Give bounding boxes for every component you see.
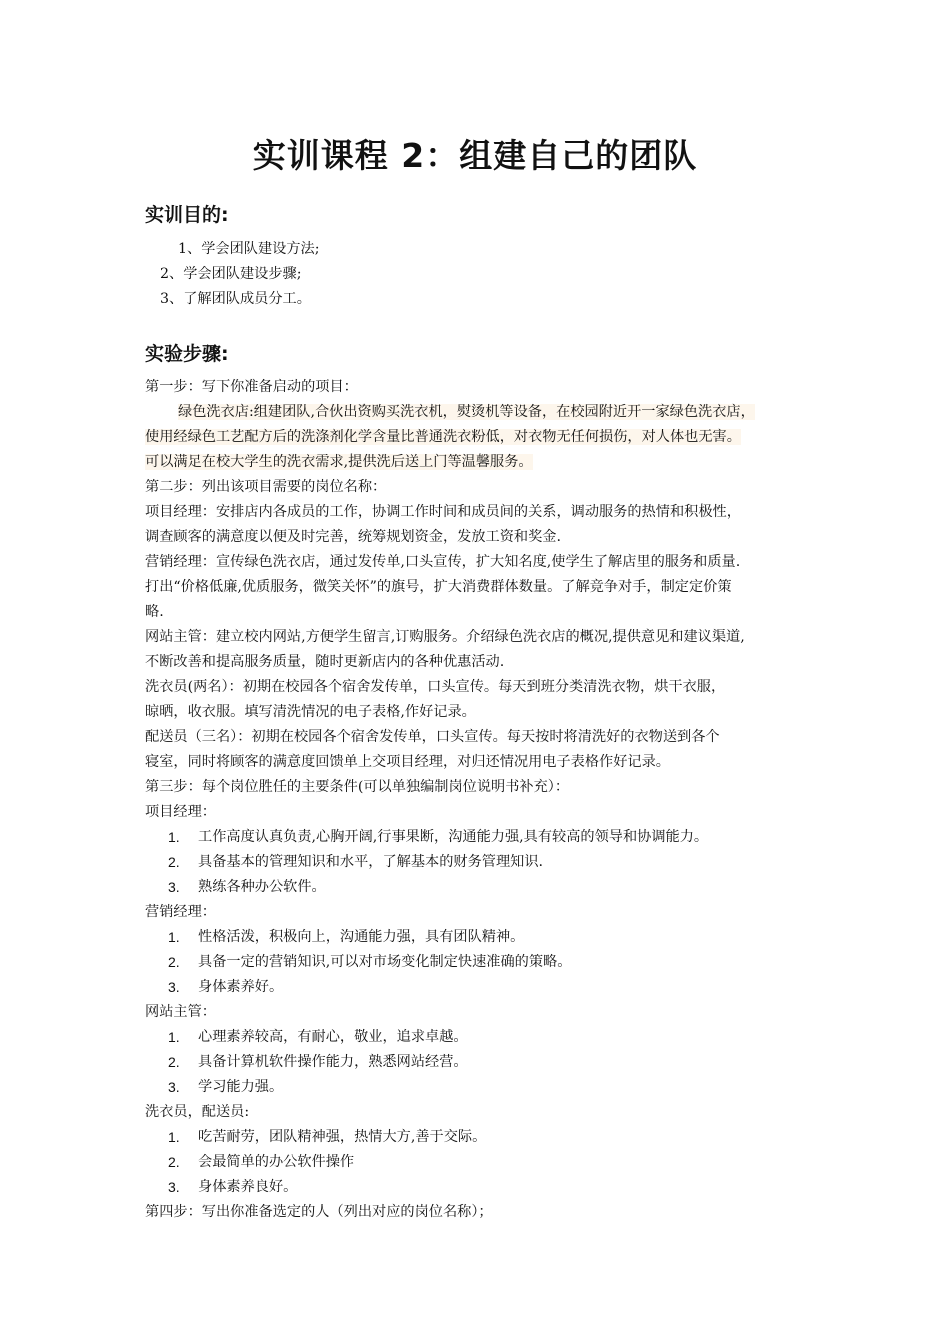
list-item: 具备计算机软件操作能力，熟悉网站经营。 xyxy=(198,1054,468,1070)
list-number: 2. xyxy=(168,954,180,970)
list-item: 工作高度认真负责,心胸开阔,行事果断，沟通能力强,具有较高的领导和协调能力。 xyxy=(198,829,709,845)
step2-line: 项目经理：安排店内各成员的工作，协调工作时间和成员间的关系，调动服务的热情和积极性， xyxy=(145,504,741,520)
step2-line: 洗衣员(两名）：初期在校园各个宿舍发传单，口头宣传。每天到班分类清洗衣物，烘干衣服， xyxy=(145,679,726,695)
page-title: 实训课程 2：组建自己的团队 xyxy=(252,136,698,175)
list-item: 性格活泼，积极向上，沟通能力强，具有团队精神。 xyxy=(198,929,525,945)
step1-line-text: 可以满足在校大学生的洗衣需求,提供洗后送上门等温馨服务。 xyxy=(145,454,533,470)
step2-line: 打出“价格低廉,优质服务，微笑关怀”的旗号，扩大消费群体数量。了解竞争对手，制定定价策 xyxy=(145,579,732,595)
step2-line: 网站主管：建立校内网站,方便学生留言,订购服务。介绍绿色洗衣店的概况,提供意见和建议渠道, xyxy=(145,629,745,645)
role-label: 洗衣员，配送员: xyxy=(145,1104,250,1120)
list-number: 3. xyxy=(168,1079,180,1095)
list-item: 会最简单的办公软件操作 xyxy=(198,1154,355,1170)
step1-line xyxy=(145,425,865,450)
list-item: 身体素养好。 xyxy=(198,979,284,995)
step2-line: 配送员（三名）：初期在校园各个宿舍发传单，口头宣传。每天按时将清洗好的衣物送到各个 xyxy=(145,729,720,745)
step1-line xyxy=(178,400,898,425)
list-item: 身体素养良好。 xyxy=(198,1179,298,1195)
purpose-item: 3、了解团队成员分工。 xyxy=(160,291,311,307)
steps-heading: 实验步骤: xyxy=(145,343,229,365)
purpose-item: 1、学会团队建设方法; xyxy=(178,241,320,257)
list-number: 2. xyxy=(168,1154,180,1170)
list-number: 1. xyxy=(168,1029,180,1045)
list-number: 1. xyxy=(168,829,180,845)
list-number: 3. xyxy=(168,979,180,995)
step2-line: 寝室，同时将顾客的满意度回馈单上交项目经理，对归还情况用电子表格作好记录。 xyxy=(145,754,670,770)
list-item: 学习能力强。 xyxy=(198,1079,284,1095)
step1-line-text: 绿色洗衣店:组建团队,合伙出资购买洗衣机，熨烫机等设备，在校园附近开一家绿色洗衣店， xyxy=(178,404,755,420)
list-item: 吃苦耐劳，团队精神强，热情大方,善于交际。 xyxy=(198,1129,487,1145)
step3-label: 第三步：每个岗位胜任的主要条件(可以单独编制岗位说明书补充）： xyxy=(145,779,570,795)
list-number: 3. xyxy=(168,1179,180,1195)
list-number: 2. xyxy=(168,854,180,870)
list-item: 熟练各种办公软件。 xyxy=(198,879,326,895)
purpose-heading: 实训目的: xyxy=(145,204,229,226)
step4-label: 第四步：写出你准备选定的人（列出对应的岗位名称）； xyxy=(145,1204,493,1220)
list-number: 1. xyxy=(168,1129,180,1145)
role-label: 项目经理： xyxy=(145,804,216,820)
step1-line xyxy=(145,450,865,475)
list-number: 2. xyxy=(168,1054,180,1070)
step1-line-text: 使用经绿色工艺配方后的洗涤剂化学含量比普通洗衣粉低，对衣物无任何损伤，对人体也无害。 xyxy=(145,429,741,445)
list-item: 具备一定的营销知识,可以对市场变化制定快速准确的策略。 xyxy=(198,954,572,970)
step2-line: 略. xyxy=(145,604,164,620)
step2-line: 不断改善和提高服务质量，随时更新店内的各种优惠活动. xyxy=(145,654,505,670)
step2-line: 晾晒，收衣服。填写清洗情况的电子表格,作好记录。 xyxy=(145,704,476,720)
list-number: 1. xyxy=(168,929,180,945)
list-number: 3. xyxy=(168,879,180,895)
step2-line: 营销经理：宣传绿色洗衣店，通过发传单,口头宣传，扩大知名度,使学生了解店里的服务和质量. xyxy=(145,554,741,570)
list-item: 具备基本的管理知识和水平，了解基本的财务管理知识. xyxy=(198,854,544,870)
step2-label: 第二步：列出该项目需要的岗位名称： xyxy=(145,479,387,495)
step1-label: 第一步：写下你准备启动的项目： xyxy=(145,379,358,395)
purpose-item: 2、学会团队建设步骤; xyxy=(160,266,302,282)
step2-line: 调查顾客的满意度以便及时完善，统筹规划资金，发放工资和奖金. xyxy=(145,529,561,545)
role-label: 网站主管： xyxy=(145,1004,216,1020)
list-item: 心理素养较高，有耐心，敬业，追求卓越。 xyxy=(198,1029,468,1045)
role-label: 营销经理： xyxy=(145,904,216,920)
